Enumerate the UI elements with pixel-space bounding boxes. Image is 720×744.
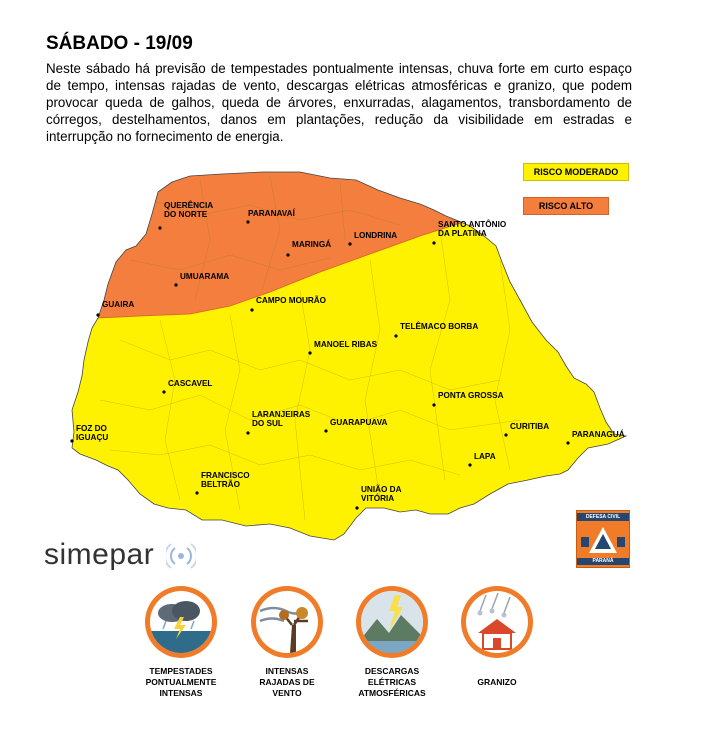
- city-dot: [174, 283, 177, 286]
- defesa-civil-bottom-text: PARANÁ: [577, 558, 629, 565]
- city-dot: [432, 403, 435, 406]
- hail-icon: [461, 586, 533, 658]
- wind-gust-icon: [251, 586, 323, 658]
- hazard-label-wind-gust: INTENSAS RAJADAS DE VENTO: [259, 666, 315, 698]
- city-label: MANOEL RIBAS: [314, 340, 378, 349]
- city-dot: [566, 441, 569, 444]
- city-label: PONTA GROSSA: [438, 391, 504, 400]
- city-label: LONDRINA: [354, 231, 398, 240]
- city-dot: [246, 431, 249, 434]
- hazard-label-hail: GRANIZO: [477, 677, 517, 687]
- signal-waves-icon: [166, 542, 196, 570]
- city-label: QUERÊNCIA: [164, 201, 214, 210]
- forecast-description: Neste sábado há previsão de tempestades pontualmente intensas, chuva forte em curto espaço de tempo, intensas rajadas de vento, descargas elétricas atmosféricas e granizo, que podem provocar queda de galhos, queda de árvores, enxurradas, alagamentos, transbordamento de córregos, destelhamentos, danos em plantações, redução da visibilidade em estradas e interrupção no fornecimento de energia.: [46, 61, 632, 144]
- city-dot: [158, 226, 161, 229]
- lightning-icon: [356, 586, 428, 658]
- city-label: BELTRÃO: [201, 480, 240, 489]
- city-dot: [468, 463, 471, 466]
- defesa-civil-top-text: DEFESA CIVIL: [577, 513, 629, 521]
- city-dot: [286, 253, 289, 256]
- city-dot: [308, 351, 311, 354]
- city-dot: [162, 390, 165, 393]
- city-label: CAMPO MOURÃO: [256, 296, 327, 305]
- city-label: MARINGÁ: [292, 240, 332, 249]
- city-label: UMUARAMA: [180, 272, 230, 281]
- city-dot: [195, 491, 198, 494]
- city-label: FRANCISCO: [201, 471, 250, 480]
- legend-risco-moderado: RISCO MODERADO: [523, 163, 629, 181]
- city-label: LARANJEIRAS: [252, 410, 311, 419]
- city-label: IGUAÇU: [76, 433, 109, 442]
- city-label: GUAIRA: [102, 300, 135, 309]
- city-dot: [355, 506, 358, 509]
- city-dot: [432, 241, 435, 244]
- city-label: UNIÃO DA: [361, 485, 402, 494]
- city-dot: [96, 313, 99, 316]
- city-label: TELÊMACO BORBA: [400, 322, 479, 331]
- city-label: DA PLATINA: [438, 229, 487, 238]
- page-title: SÁBADO - 19/09: [46, 33, 193, 54]
- city-dot: [348, 242, 351, 245]
- hazard-label-storm: TEMPESTADES PONTUALMENTE INTENSAS: [145, 666, 217, 698]
- legend-risco-alto: RISCO ALTO: [523, 197, 609, 215]
- city-dot: [250, 308, 253, 311]
- city-label: SANTO ANTÔNIO: [438, 220, 507, 229]
- hazard-label-lightning: DESCARGAS ELÉTRICAS ATMOSFÉRICAS: [358, 666, 426, 698]
- city-dot: [504, 433, 507, 436]
- city-label: PARANAVAÍ: [248, 209, 295, 218]
- city-label: GUARAPUAVA: [330, 418, 388, 427]
- city-dot: [324, 429, 327, 432]
- storm-icon: [145, 586, 217, 658]
- city-label: FOZ DO: [76, 424, 107, 433]
- city-label: DO SUL: [252, 419, 283, 428]
- city-dot: [394, 334, 397, 337]
- city-label: VITÓRIA: [361, 494, 395, 503]
- city-label: CURITIBA: [510, 422, 550, 431]
- defesa-civil-logo: [576, 510, 630, 568]
- city-label: PARANAGUÁ: [572, 430, 625, 439]
- city-label: DO NORTE: [164, 210, 208, 219]
- simepar-logo: simepar: [44, 538, 155, 571]
- city-dot: [246, 220, 249, 223]
- city-label: LAPA: [474, 452, 496, 461]
- city-foz: [70, 424, 108, 443]
- city-dot: [70, 439, 73, 442]
- city-label: CASCAVEL: [168, 379, 213, 388]
